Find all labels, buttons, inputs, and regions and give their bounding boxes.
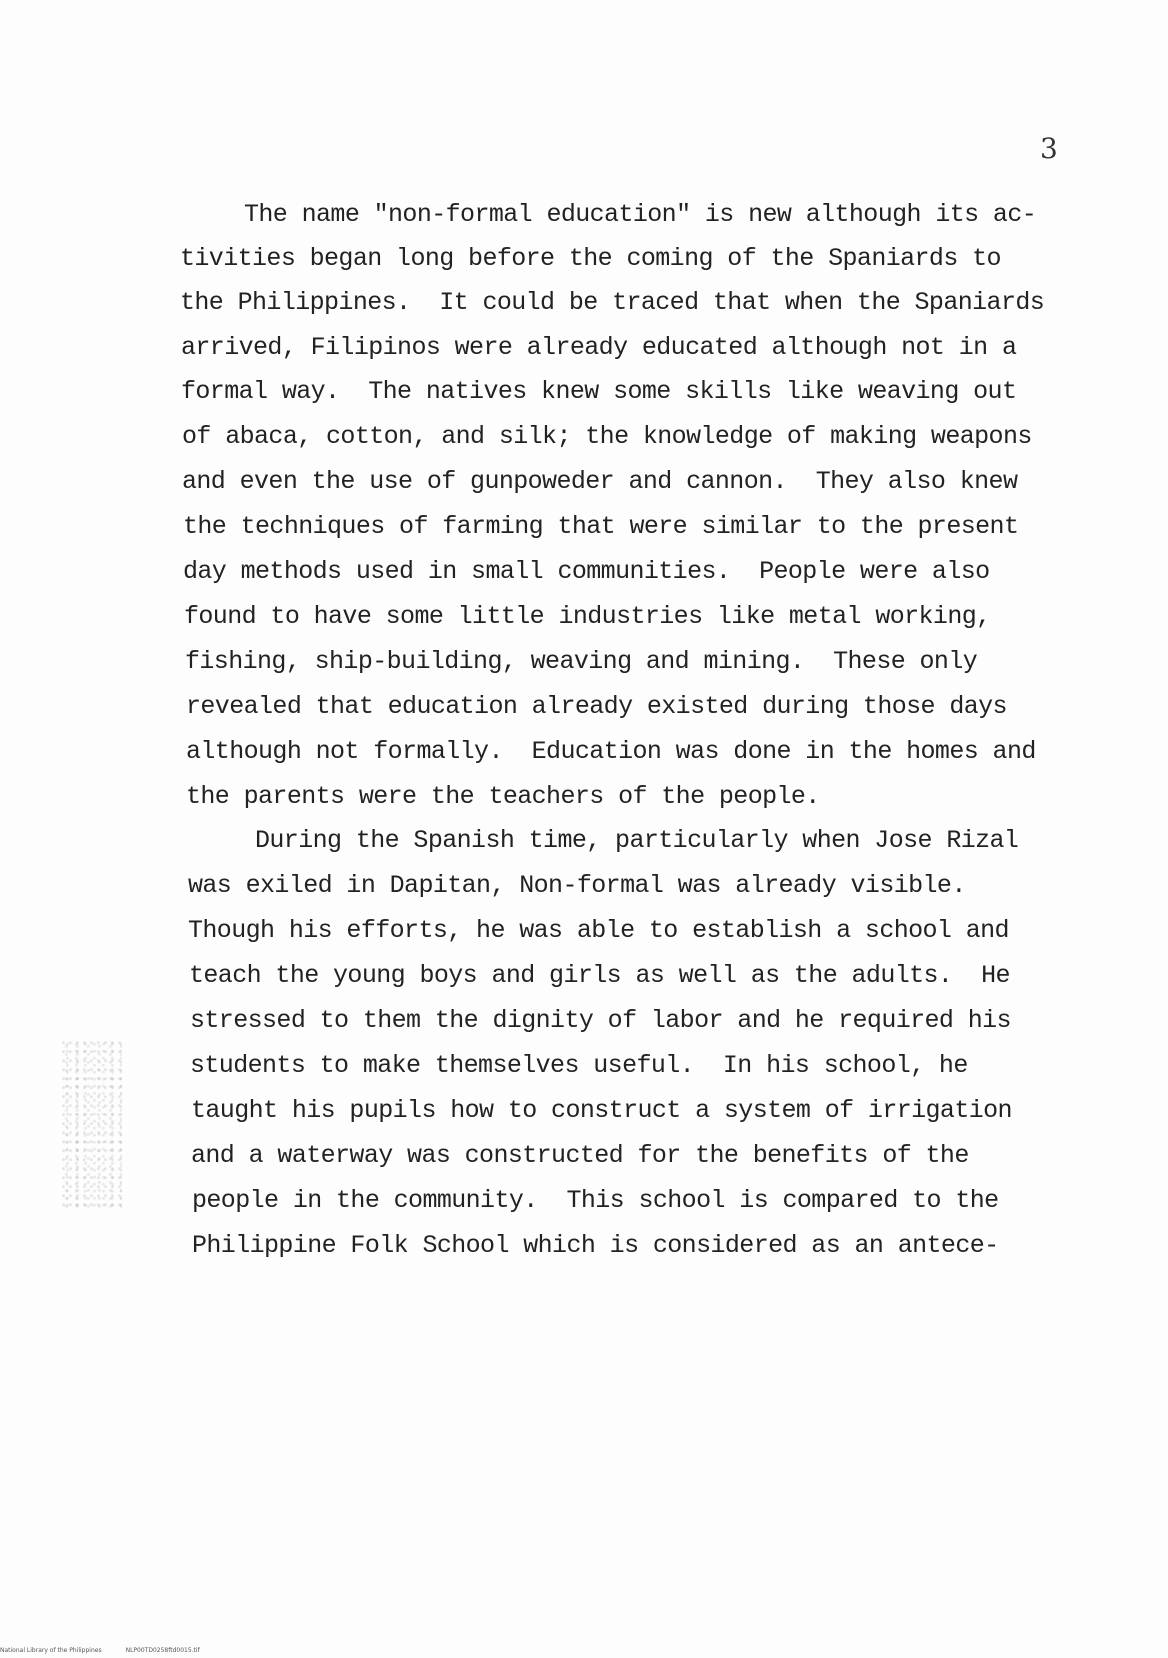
text-line: tivities began long before the coming of the Spaniards to bbox=[180, 244, 1001, 273]
text-line: the Philippines. It could be traced that when the Spaniards bbox=[180, 288, 1045, 317]
text-line: the techniques of farming that were similar to the present bbox=[183, 512, 1019, 541]
text-line: people in the community. This school is compared to the bbox=[192, 1186, 999, 1215]
text-line: taught his pupils how to construct a system of irrigation bbox=[191, 1096, 1012, 1125]
footer-file: NLP00TD0258ftd0015.tif bbox=[125, 1647, 200, 1654]
text-line: and a waterway was constructed for the benefits of the bbox=[191, 1141, 969, 1170]
text-line: revealed that education already existed during those days bbox=[186, 692, 1007, 721]
text-line: day methods used in small communities. People were also bbox=[183, 557, 990, 586]
text-line: of abaca, cotton, and silk; the knowledge of making weapons bbox=[182, 422, 1032, 451]
text-line: although not formally. Education was done in the homes and bbox=[186, 737, 1036, 766]
text-line: Though his efforts, he was able to establish a school and bbox=[188, 916, 1009, 945]
text-line: stressed to them the dignity of labor and he required his bbox=[190, 1006, 1011, 1035]
footer-library: National Library of the Philippines bbox=[0, 1647, 102, 1654]
text-line: was exiled in Dapitan, Non-formal was already visible. bbox=[188, 871, 966, 900]
text-line: During the Spanish time, particularly when Jose Rizal bbox=[255, 826, 1019, 855]
text-line: formal way. The natives knew some skills like weaving out bbox=[181, 377, 1017, 406]
page-number: 3 bbox=[1040, 132, 1058, 165]
text-line: arrived, Filipinos were already educated although not in a bbox=[181, 333, 1017, 362]
scan-footer bbox=[0, 1647, 224, 1654]
scan-speckle bbox=[62, 1040, 122, 1210]
text-line: students to make themselves useful. In his school, he bbox=[190, 1051, 968, 1080]
text-line: and even the use of gunpoweder and cannon. They also knew bbox=[182, 467, 1018, 496]
text-line: The name "non-formal education" is new although its ac- bbox=[244, 200, 1037, 229]
text-line: found to have some little industries like metal working, bbox=[184, 602, 991, 631]
text-line: the parents were the teachers of the people. bbox=[186, 782, 820, 811]
text-line: fishing, ship-building, weaving and mining. These only bbox=[185, 647, 978, 676]
text-line: teach the young boys and girls as well as the adults. He bbox=[189, 961, 1010, 990]
text-line: Philippine Folk School which is considered as an antece- bbox=[192, 1231, 999, 1260]
